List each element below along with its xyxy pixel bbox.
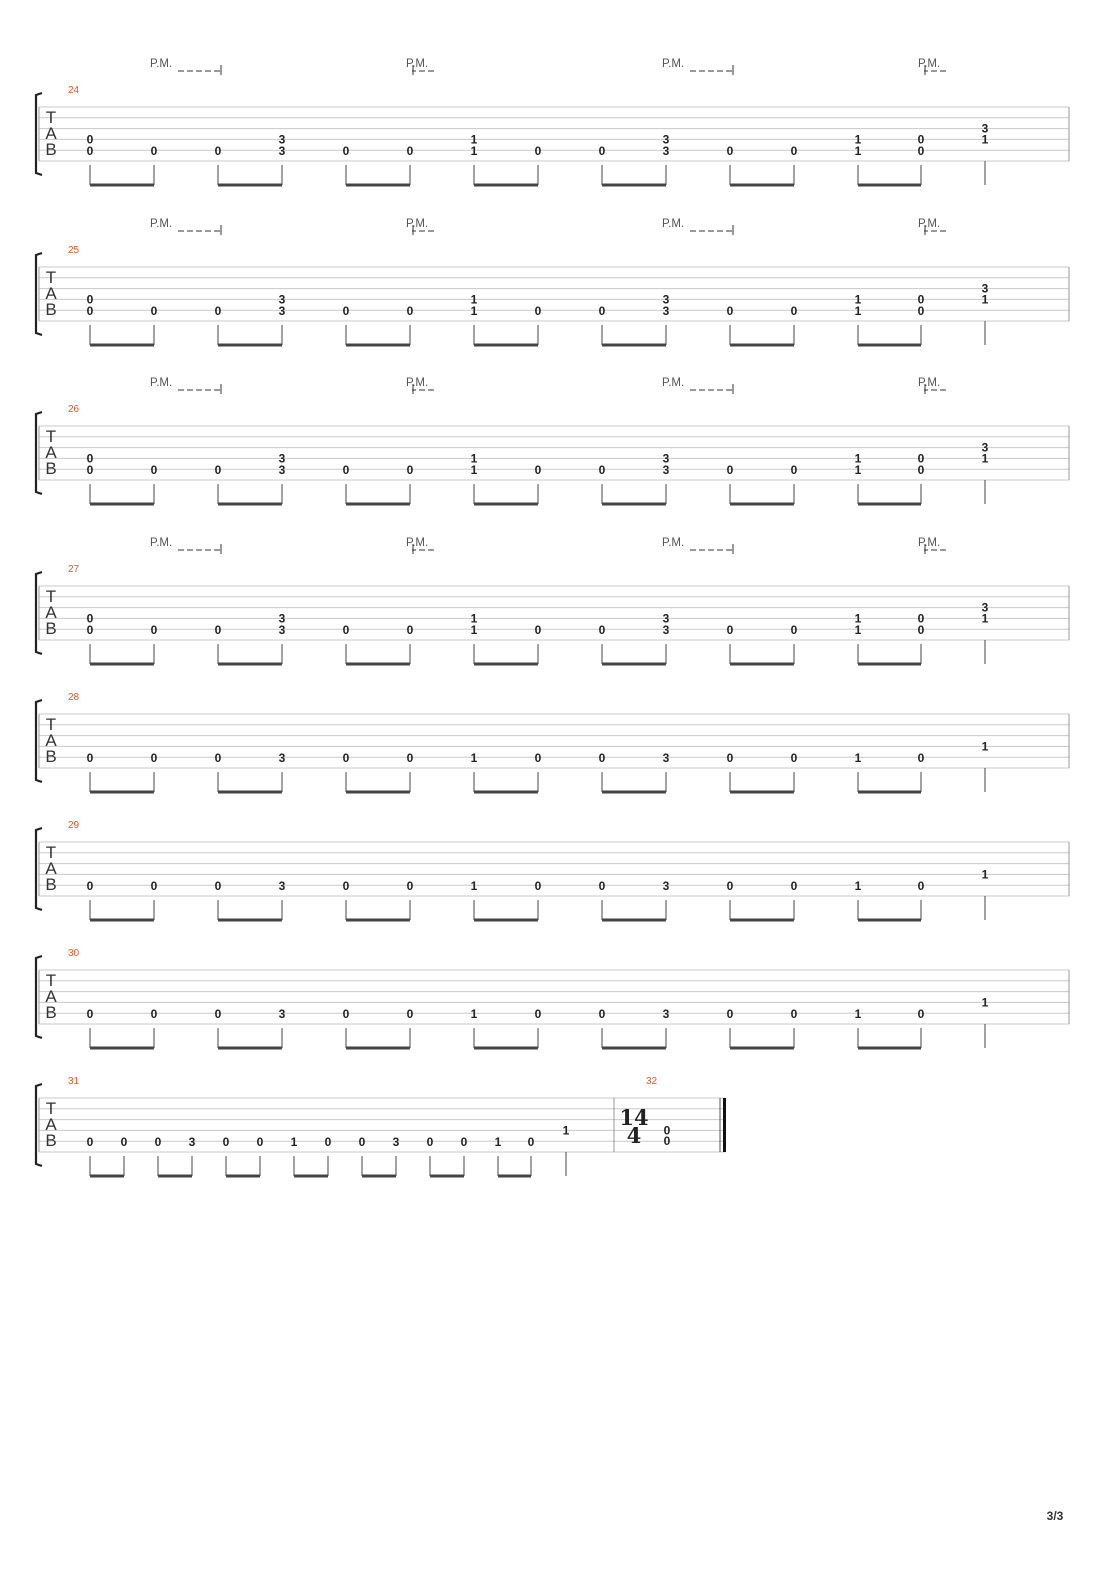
fret-number: 1 <box>470 1007 478 1022</box>
beam-group <box>346 484 410 504</box>
tab-clef-letter: B <box>45 140 57 159</box>
fret-number: 1 <box>854 751 862 766</box>
fret-number: 0 <box>86 451 94 466</box>
tab-clef-letter: B <box>45 747 57 766</box>
beam-group <box>474 772 538 792</box>
fret-number: 1 <box>981 132 989 147</box>
fret-number: 0 <box>86 132 94 147</box>
fret-number: 1 <box>470 623 478 638</box>
beam-group <box>602 484 666 504</box>
fret-number: 3 <box>278 463 286 478</box>
fret-number: 1 <box>470 132 478 147</box>
fret-number: 0 <box>663 1134 671 1149</box>
fret-number: 3 <box>662 623 670 638</box>
tab-clef-letter: T <box>45 1099 57 1118</box>
fret-number: 3 <box>981 440 989 455</box>
tab-clef-letter: T <box>45 843 57 862</box>
fret-number: 0 <box>790 304 798 319</box>
fret-number: 0 <box>86 292 94 307</box>
fret-number: 0 <box>214 144 222 159</box>
palm-mute-marking <box>918 218 946 235</box>
fret-number: 1 <box>470 144 478 159</box>
palm-mute-marking <box>150 537 221 554</box>
fret-number: 3 <box>278 451 286 466</box>
fret-number: 1 <box>854 463 862 478</box>
fret-number: 0 <box>790 751 798 766</box>
fret-number: 0 <box>86 304 94 319</box>
tab-clef-letter: B <box>45 1003 57 1022</box>
bar-number: 31 <box>68 1076 80 1087</box>
beam-group <box>346 772 410 792</box>
fret-number: 1 <box>854 144 862 159</box>
fret-number: 1 <box>854 623 862 638</box>
palm-mute-marking <box>406 218 434 235</box>
beam-group <box>858 1028 921 1048</box>
fret-number: 1 <box>854 304 862 319</box>
fret-number: 0 <box>790 144 798 159</box>
fret-number: 1 <box>981 292 989 307</box>
palm-mute-label: P.M. <box>662 218 685 230</box>
fret-number: 1 <box>290 1135 298 1150</box>
fret-number: 0 <box>214 623 222 638</box>
fret-number: 1 <box>981 995 989 1010</box>
fret-number: 1 <box>470 879 478 894</box>
beam-group <box>218 644 282 664</box>
fret-number: 0 <box>342 144 350 159</box>
fret-number: 0 <box>534 304 542 319</box>
fret-number: 0 <box>534 463 542 478</box>
time-signature-top: 14 <box>619 1105 649 1130</box>
fret-number: 1 <box>981 867 989 882</box>
fret-number: 0 <box>154 1135 162 1150</box>
fret-number: 0 <box>726 879 734 894</box>
beam-group <box>498 1156 531 1176</box>
beam-group <box>218 165 282 185</box>
bar-number: 29 <box>68 820 80 831</box>
beam-group <box>90 772 154 792</box>
fret-number: 0 <box>406 144 414 159</box>
tab-clef-letter: A <box>45 603 57 622</box>
fret-number: 0 <box>214 751 222 766</box>
palm-mute-label: P.M. <box>662 377 685 389</box>
fret-number: 0 <box>917 451 925 466</box>
fret-number: 3 <box>981 600 989 615</box>
beam-group <box>730 644 794 664</box>
bar-number: 24 <box>68 85 80 96</box>
tab-system <box>36 377 1069 504</box>
fret-number: 3 <box>278 879 286 894</box>
fret-number: 3 <box>662 611 670 626</box>
palm-mute-marking <box>150 377 221 394</box>
fret-number: 3 <box>662 879 670 894</box>
fret-number: 3 <box>662 451 670 466</box>
fret-number: 0 <box>86 751 94 766</box>
tab-clef-letter: T <box>45 971 57 990</box>
beam-group <box>474 644 538 664</box>
fret-number: 0 <box>150 463 158 478</box>
fret-number: 0 <box>406 879 414 894</box>
tab-system <box>36 1076 726 1176</box>
beam-group <box>430 1156 464 1176</box>
tab-clef-letter: A <box>45 124 57 143</box>
palm-mute-marking <box>150 218 221 235</box>
fret-number: 1 <box>854 1007 862 1022</box>
palm-mute-marking <box>662 537 733 554</box>
fret-number: 0 <box>917 879 925 894</box>
fret-number: 3 <box>981 121 989 136</box>
tab-clef-letter: B <box>45 619 57 638</box>
fret-number: 0 <box>342 879 350 894</box>
fret-number: 1 <box>562 1123 570 1138</box>
fret-number: 0 <box>726 144 734 159</box>
fret-number: 0 <box>358 1135 366 1150</box>
fret-number: 0 <box>917 1007 925 1022</box>
tab-clef-letter: B <box>45 875 57 894</box>
tab-clef-letter: A <box>45 284 57 303</box>
beam-group <box>362 1156 396 1176</box>
beam-group <box>226 1156 260 1176</box>
fret-number: 0 <box>342 623 350 638</box>
tab-system <box>36 948 1069 1048</box>
tab-clef-letter: T <box>45 427 57 446</box>
bar-number: 32 <box>646 1076 658 1087</box>
bar-number: 28 <box>68 692 80 703</box>
fret-number: 1 <box>494 1135 502 1150</box>
palm-mute-marking <box>406 58 434 75</box>
fret-number: 0 <box>86 611 94 626</box>
beam-group <box>474 165 538 185</box>
beam-group <box>90 900 154 920</box>
fret-number: 1 <box>470 463 478 478</box>
fret-number: 0 <box>342 1007 350 1022</box>
beam-group <box>90 644 154 664</box>
tab-clef-letter: B <box>45 1131 57 1150</box>
beam-group <box>730 900 794 920</box>
fret-number: 0 <box>726 304 734 319</box>
fret-number: 0 <box>598 879 606 894</box>
fret-number: 3 <box>662 144 670 159</box>
fret-number: 0 <box>86 1135 94 1150</box>
fret-number: 3 <box>188 1135 196 1150</box>
fret-number: 0 <box>726 1007 734 1022</box>
beam-group <box>730 484 794 504</box>
tab-clef-letter: T <box>45 587 57 606</box>
palm-mute-marking <box>150 58 221 75</box>
fret-number: 0 <box>406 1007 414 1022</box>
beam-group <box>346 165 410 185</box>
fret-number: 1 <box>470 304 478 319</box>
fret-number: 0 <box>663 1123 671 1138</box>
fret-number: 0 <box>598 144 606 159</box>
tab-system <box>36 820 1069 920</box>
palm-mute-label: P.M. <box>918 537 941 549</box>
fret-number: 0 <box>598 304 606 319</box>
tab-clef-letter: A <box>45 859 57 878</box>
fret-number: 3 <box>662 292 670 307</box>
tab-system <box>36 537 1069 664</box>
tab-clef-letter: A <box>45 987 57 1006</box>
tab-clef-letter: T <box>45 715 57 734</box>
fret-number: 3 <box>278 611 286 626</box>
beam-group <box>474 484 538 504</box>
palm-mute-label: P.M. <box>150 58 173 70</box>
palm-mute-label: P.M. <box>406 218 429 230</box>
bar-number: 30 <box>68 948 80 959</box>
palm-mute-marking <box>918 537 946 554</box>
palm-mute-marking <box>662 377 733 394</box>
fret-number: 3 <box>278 1007 286 1022</box>
beam-group <box>218 772 282 792</box>
fret-number: 0 <box>917 751 925 766</box>
fret-number: 0 <box>426 1135 434 1150</box>
fret-number: 3 <box>662 463 670 478</box>
fret-number: 0 <box>256 1135 264 1150</box>
beam-group <box>90 325 154 345</box>
beam-group <box>346 900 410 920</box>
fret-number: 0 <box>534 623 542 638</box>
palm-mute-marking <box>662 58 733 75</box>
palm-mute-label: P.M. <box>918 218 941 230</box>
fret-number: 1 <box>981 739 989 754</box>
fret-number: 1 <box>470 451 478 466</box>
final-barline-thick <box>723 1098 726 1152</box>
fret-number: 0 <box>342 304 350 319</box>
fret-number: 0 <box>534 751 542 766</box>
fret-number: 1 <box>854 611 862 626</box>
fret-number: 1 <box>981 451 989 466</box>
fret-number: 0 <box>460 1135 468 1150</box>
fret-number: 0 <box>534 879 542 894</box>
fret-number: 0 <box>917 611 925 626</box>
beam-group <box>858 165 921 185</box>
fret-number: 1 <box>470 292 478 307</box>
beam-group <box>90 484 154 504</box>
beam-group <box>218 325 282 345</box>
palm-mute-marking <box>662 218 733 235</box>
palm-mute-label: P.M. <box>918 58 941 70</box>
fret-number: 3 <box>278 144 286 159</box>
fret-number: 0 <box>222 1135 230 1150</box>
fret-number: 0 <box>917 463 925 478</box>
fret-number: 0 <box>406 623 414 638</box>
beam-group <box>474 900 538 920</box>
fret-number: 0 <box>150 144 158 159</box>
palm-mute-label: P.M. <box>918 377 941 389</box>
fret-number: 0 <box>150 304 158 319</box>
fret-number: 0 <box>150 1007 158 1022</box>
bar-number: 25 <box>68 245 80 256</box>
fret-number: 1 <box>854 451 862 466</box>
beam-group <box>602 165 666 185</box>
fret-number: 0 <box>790 1007 798 1022</box>
beam-group <box>474 325 538 345</box>
beam-group <box>602 325 666 345</box>
fret-number: 3 <box>392 1135 400 1150</box>
fret-number: 0 <box>150 751 158 766</box>
fret-number: 0 <box>324 1135 332 1150</box>
palm-mute-label: P.M. <box>150 377 173 389</box>
fret-number: 3 <box>278 132 286 147</box>
fret-number: 1 <box>981 611 989 626</box>
fret-number: 0 <box>790 623 798 638</box>
fret-number: 0 <box>342 463 350 478</box>
bar-number: 27 <box>68 564 80 575</box>
fret-number: 0 <box>342 751 350 766</box>
fret-number: 3 <box>278 623 286 638</box>
fret-number: 0 <box>598 623 606 638</box>
beam-group <box>858 772 921 792</box>
beam-group <box>346 1028 410 1048</box>
beam-group <box>858 900 921 920</box>
fret-number: 0 <box>214 463 222 478</box>
fret-number: 0 <box>598 751 606 766</box>
fret-number: 0 <box>527 1135 535 1150</box>
palm-mute-marking <box>918 58 946 75</box>
beam-group <box>218 900 282 920</box>
fret-number: 0 <box>86 463 94 478</box>
fret-number: 0 <box>86 623 94 638</box>
beam-group <box>858 644 921 664</box>
beam-group <box>294 1156 328 1176</box>
fret-number: 1 <box>470 611 478 626</box>
palm-mute-label: P.M. <box>406 377 429 389</box>
fret-number: 0 <box>150 623 158 638</box>
fret-number: 0 <box>150 879 158 894</box>
tab-system <box>36 58 1069 185</box>
tab-clef-letter: T <box>45 108 57 127</box>
fret-number: 0 <box>214 1007 222 1022</box>
palm-mute-label: P.M. <box>406 58 429 70</box>
fret-number: 1 <box>854 879 862 894</box>
fret-number: 0 <box>86 879 94 894</box>
beam-group <box>90 165 154 185</box>
fret-number: 0 <box>86 144 94 159</box>
fret-number: 0 <box>120 1135 128 1150</box>
fret-number: 0 <box>534 1007 542 1022</box>
fret-number: 3 <box>278 292 286 307</box>
fret-number: 0 <box>917 292 925 307</box>
tab-clef-letter: A <box>45 731 57 750</box>
fret-number: 3 <box>662 304 670 319</box>
fret-number: 3 <box>662 1007 670 1022</box>
beam-group <box>346 644 410 664</box>
beam-group <box>602 1028 666 1048</box>
palm-mute-marking <box>406 537 434 554</box>
palm-mute-label: P.M. <box>406 537 429 549</box>
fret-number: 0 <box>406 751 414 766</box>
tab-system <box>36 218 1069 345</box>
fret-number: 3 <box>278 304 286 319</box>
tab-clef-letter: T <box>45 268 57 287</box>
fret-number: 0 <box>726 623 734 638</box>
fret-number: 0 <box>917 132 925 147</box>
bar-number: 26 <box>68 404 80 415</box>
page-number: 3/3 <box>1046 1509 1064 1523</box>
fret-number: 3 <box>662 132 670 147</box>
tab-clef-letter: B <box>45 300 57 319</box>
fret-number: 0 <box>534 144 542 159</box>
beam-group <box>90 1028 154 1048</box>
fret-number: 0 <box>917 623 925 638</box>
palm-mute-label: P.M. <box>150 537 173 549</box>
beam-group <box>730 772 794 792</box>
fret-number: 0 <box>214 304 222 319</box>
fret-number: 0 <box>598 463 606 478</box>
fret-number: 3 <box>278 751 286 766</box>
fret-number: 0 <box>214 879 222 894</box>
beam-group <box>730 1028 794 1048</box>
beam-group <box>730 165 794 185</box>
beam-group <box>858 484 921 504</box>
fret-number: 1 <box>470 751 478 766</box>
beam-group <box>730 325 794 345</box>
beam-group <box>218 484 282 504</box>
fret-number: 0 <box>790 879 798 894</box>
palm-mute-marking <box>918 377 946 394</box>
fret-number: 0 <box>790 463 798 478</box>
fret-number: 0 <box>917 304 925 319</box>
beam-group <box>218 1028 282 1048</box>
fret-number: 3 <box>662 751 670 766</box>
palm-mute-label: P.M. <box>150 218 173 230</box>
fret-number: 1 <box>854 292 862 307</box>
beam-group <box>158 1156 192 1176</box>
fret-number: 0 <box>917 144 925 159</box>
fret-number: 0 <box>726 751 734 766</box>
fret-number: 3 <box>981 281 989 296</box>
palm-mute-label: P.M. <box>662 58 685 70</box>
palm-mute-label: P.M. <box>662 537 685 549</box>
tab-clef-letter: A <box>45 443 57 462</box>
beam-group <box>602 900 666 920</box>
time-signature-bottom: 4 <box>626 1123 642 1148</box>
beam-group <box>346 325 410 345</box>
fret-number: 0 <box>598 1007 606 1022</box>
fret-number: 0 <box>406 463 414 478</box>
fret-number: 0 <box>726 463 734 478</box>
fret-number: 0 <box>406 304 414 319</box>
beam-group <box>474 1028 538 1048</box>
tab-clef-letter: A <box>45 1115 57 1134</box>
beam-group <box>602 644 666 664</box>
fret-number: 1 <box>854 132 862 147</box>
palm-mute-marking <box>406 377 434 394</box>
tab-system <box>36 692 1069 792</box>
beam-group <box>858 325 921 345</box>
beam-group <box>90 1156 124 1176</box>
tab-clef-letter: B <box>45 459 57 478</box>
beam-group <box>602 772 666 792</box>
fret-number: 0 <box>86 1007 94 1022</box>
